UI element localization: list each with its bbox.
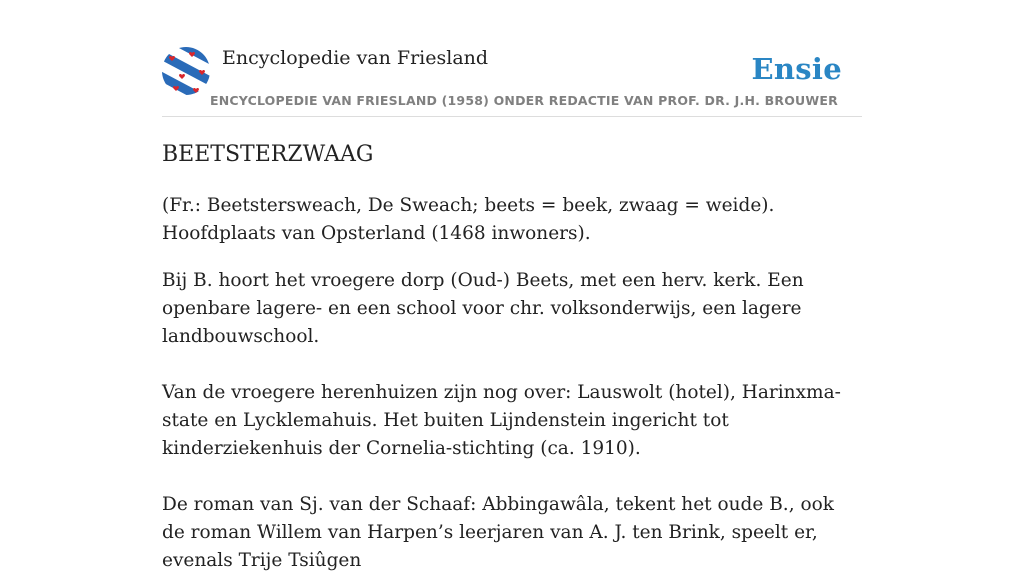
article-paragraph: Van de vroegere herenhuizen zijn nog over: Lauswolt (hotel), Harinxma-state en Lycklemahuis. Het buiten Lijndenstein ingericht tot kinderziekenhuis der Cornelia-stichting (ca. 1910). [162, 382, 841, 459]
ensie-brand-logo[interactable]: Ensie [751, 52, 842, 86]
article-body [162, 192, 862, 575]
site-subtitle: ENCYCLOPEDIE VAN FRIESLAND (1958) ONDER REDACTIE VAN PROF. DR. J.H. BROUWER [210, 93, 838, 108]
article-paragraph: Bij B. hoort het vroegere dorp (Oud-) Beets, met een herv. kerk. Een openbare lagere- en een school voor chr. volksonderwijs, een lagere landbouwschool. [162, 270, 804, 347]
article-title: BEETSTERZWAAG [162, 142, 374, 167]
page-container [162, 0, 862, 571]
site-title[interactable]: Encyclopedie van Friesland [222, 47, 489, 69]
site-header [162, 0, 862, 117]
article-paragraph-intro: (Fr.: Beetstersweach, De Sweach; beets = beek, zwaag = weide). Hoofdplaats van Opsterland (1468 inwoners). [162, 195, 775, 244]
article-paragraph: De roman van Sj. van der Schaaf: Abbingawâla, tekent het oude B., ook de roman Willem van Harpen’s leerjaren van A. J. ten Brink, speelt er, evenals Trije Tsiûgen [162, 494, 834, 571]
frisian-flag-logo-icon[interactable] [162, 47, 210, 95]
